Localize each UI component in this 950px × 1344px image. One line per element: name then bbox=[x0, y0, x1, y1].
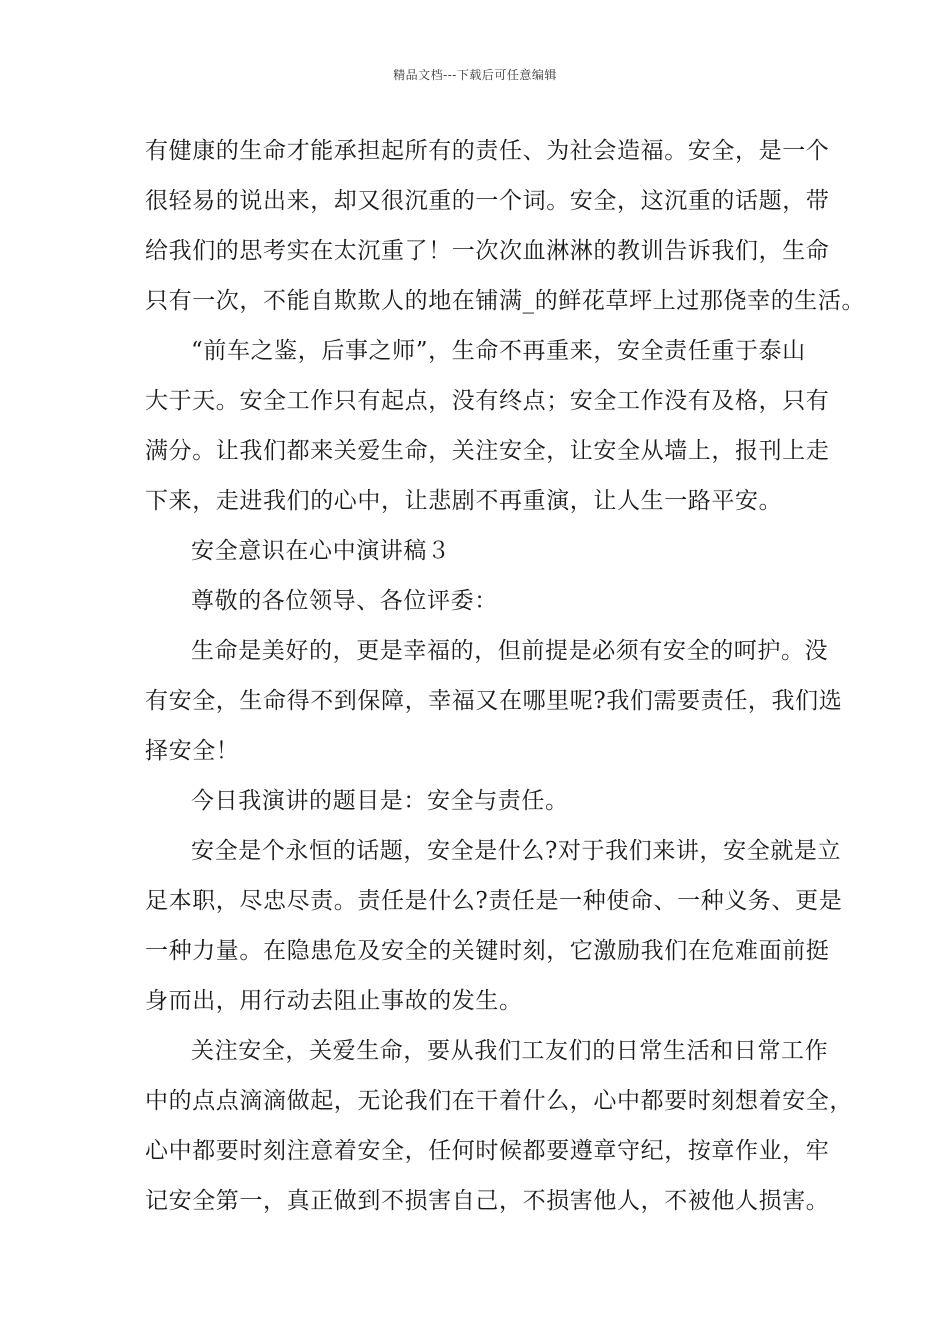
text-line: 心中都要时刻注意着安全，任何时候都要遵章守纪，按章作业，牢 bbox=[145, 1138, 830, 1164]
text-line: 一种力量。在隐患危及安全的关键时刻，它激励我们在危难面前挺 bbox=[145, 938, 830, 964]
page-header: 精品文档---下载后可任意编辑 bbox=[393, 68, 557, 82]
text-line: 生命是美好的，更是幸福的，但前提是必须有安全的呵护。没 bbox=[191, 638, 829, 664]
text-line: 今日我演讲的题目是：安全与责任。 bbox=[191, 788, 569, 814]
text-line: 择安全！ bbox=[145, 738, 240, 764]
body-text bbox=[145, 126, 866, 1226]
text-line: 身而出，用行动去阻止事故的发生。 bbox=[145, 988, 523, 1014]
text-line: 给我们的思考实在太沉重了！一次次血淋淋的教训告诉我们，生命 bbox=[145, 238, 830, 264]
text-line: 有健康的生命才能承担起所有的责任、为社会造福。安全，是一个 bbox=[145, 138, 830, 164]
text-line: 安全是个永恒的话题，安全是什么?对于我们来讲，安全就是立 bbox=[191, 838, 842, 864]
text-line: 大于天。安全工作只有起点，没有终点；安全工作没有及格，只有 bbox=[145, 388, 830, 414]
text-line: 中的点点滴滴做起，无论我们在干着什么，心中都要时刻想着安全， bbox=[145, 1088, 853, 1114]
text-line: 很轻易的说出来，却又很沉重的一个词。安全，这沉重的话题，带 bbox=[145, 188, 830, 214]
text-line: 足本职，尽忠尽责。责任是什么?责任是一种使命、一种义务、更是 bbox=[145, 888, 843, 914]
section-title: 安全意识在心中演讲稿３ bbox=[191, 538, 451, 564]
text-line: 有安全，生命得不到保障，幸福又在哪里呢?我们需要责任，我们选 bbox=[145, 688, 843, 714]
text-line: 满分。让我们都来关爱生命，关注安全，让安全从墙上，报刊上走 bbox=[145, 438, 830, 464]
text-line: 下来，走进我们的心中，让悲剧不再重演，让人生一路平安。 bbox=[145, 488, 783, 514]
text-line: 关注安全，关爱生命，要从我们工友们的日常生活和日常工作 bbox=[191, 1038, 829, 1064]
text-line: “前车之鉴，后事之师”，生命不再重来，安全责任重于泰山 bbox=[191, 338, 806, 364]
text-line: 只有一次，不能自欺欺人的地在铺满_的鲜花草坪上过那侥幸的生活。 bbox=[145, 288, 866, 314]
salutation: 尊敬的各位领导、各位评委： bbox=[191, 588, 498, 614]
text-line: 记安全第一，真正做到不损害自己，不损害他人，不被他人损害。 bbox=[145, 1188, 830, 1214]
